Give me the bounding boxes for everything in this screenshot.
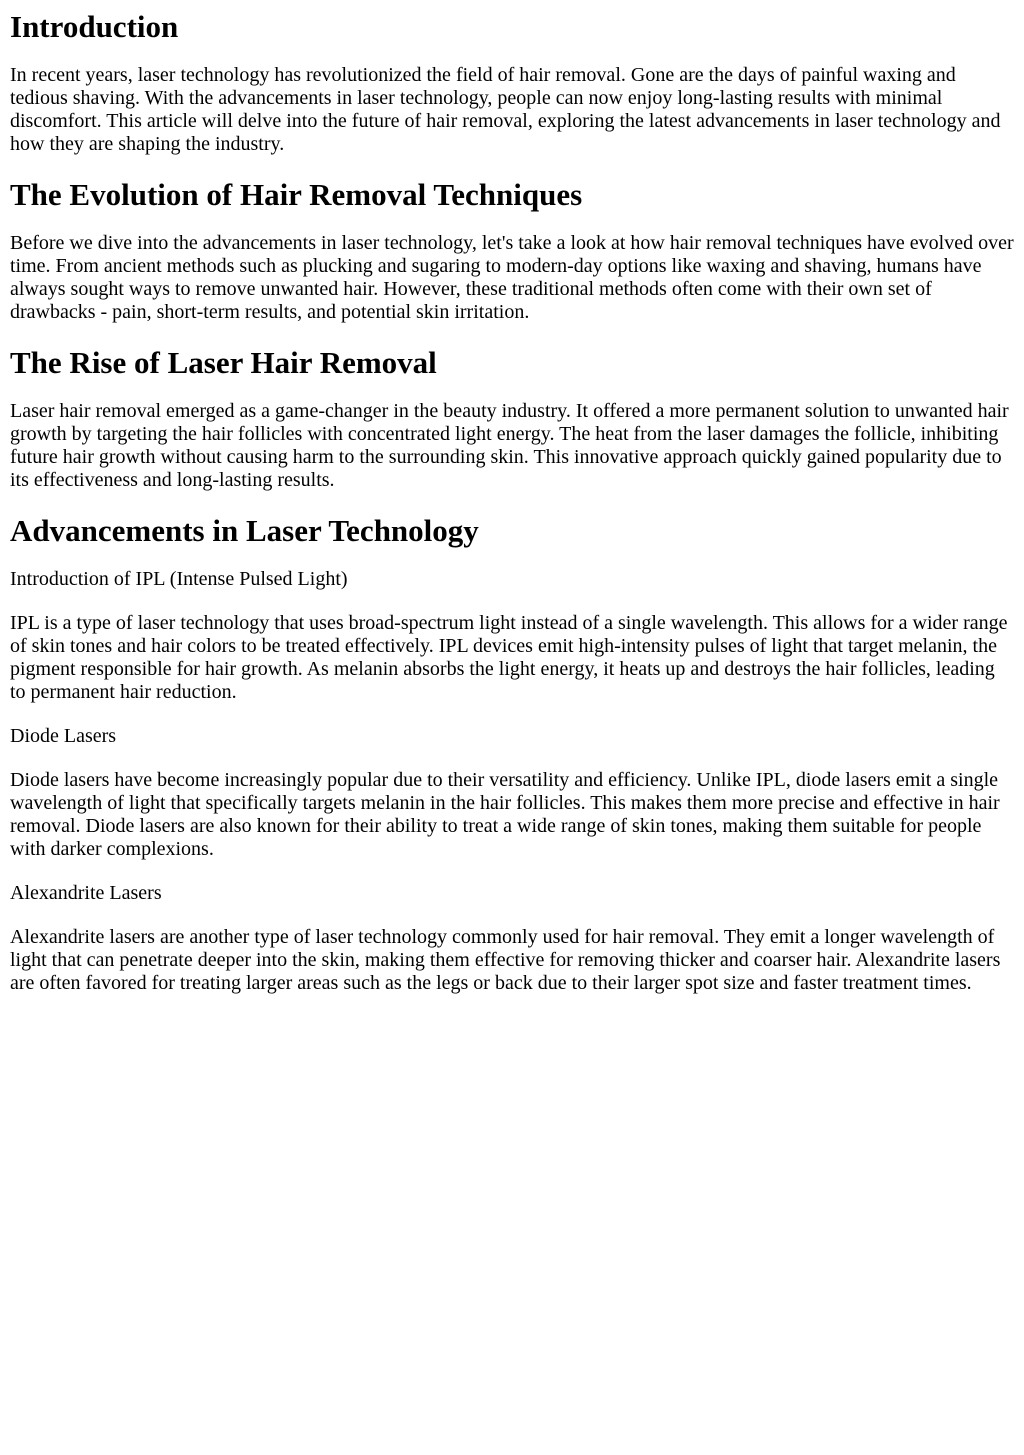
- paragraph-evolution: Before we dive into the advancements in laser technology, let's take a look at how hair removal techniques have evolved over time. From ancient methods such as plucking and sugaring to modern-day options like waxing and shaving, humans have always sought ways to remove unwanted hair. However, these traditional methods often come with their own set of drawbacks - pain, short-term results, and potential skin irritation.: [10, 232, 1014, 323]
- paragraph-introduction: In recent years, laser technology has revolutionized the field of hair removal. Gone are the days of painful waxing and tedious shaving. With the advancements in laser technology, people can now enjoy long-lasting results with minimal discomfort. This article will delve into the future of hair removal, exploring the latest advancements in laser technology and how they are shaping the industry.: [10, 64, 1001, 155]
- heading-evolution: The Evolution of Hair Removal Techniques: [10, 177, 583, 212]
- paragraph-ipl: IPL is a type of laser technology that uses broad-spectrum light instead of a single wavelength. This allows for a wider range of skin tones and hair colors to be treated effectively. IPL devices emit high-intensity pulses of light that target melanin, the pigment responsible for hair growth. As melanin absorbs the light energy, it heats up and destroys the hair follicles, leading to permanent hair reduction.: [10, 612, 1008, 703]
- article: [0, 9, 1024, 995]
- heading-rise: The Rise of Laser Hair Removal: [10, 345, 437, 380]
- subheading-alexandrite: Alexandrite Lasers: [10, 882, 162, 904]
- subheading-diode: Diode Lasers: [10, 725, 117, 747]
- paragraph-diode: Diode lasers have become increasingly popular due to their versatility and efficiency. Unlike IPL, diode lasers emit a single wavelength of light that specifically targets melanin in the hair follicles. This makes them more precise and effective in hair removal. Diode lasers are also known for their ability to treat a wide range of skin tones, making them suitable for people with darker complexions.: [10, 769, 1000, 860]
- paragraph-rise: Laser hair removal emerged as a game-changer in the beauty industry. It offered a more permanent solution to unwanted hair growth by targeting the hair follicles with concentrated light energy. The heat from the laser damages the follicle, inhibiting future hair growth without causing harm to the surrounding skin. This innovative approach quickly gained popularity due to its effectiveness and long-lasting results.: [10, 400, 1009, 491]
- paragraph-alexandrite: Alexandrite lasers are another type of laser technology commonly used for hair removal. They emit a longer wavelength of light that can penetrate deeper into the skin, making them effective for removing thicker and coarser hair. Alexandrite lasers are often favored for treating larger areas such as the legs or back due to their larger spot size and faster treatment times.: [10, 926, 1001, 994]
- heading-introduction: Introduction: [10, 9, 179, 44]
- subheading-ipl: Introduction of IPL (Intense Pulsed Light): [10, 568, 348, 590]
- heading-advancements: Advancements in Laser Technology: [10, 513, 479, 548]
